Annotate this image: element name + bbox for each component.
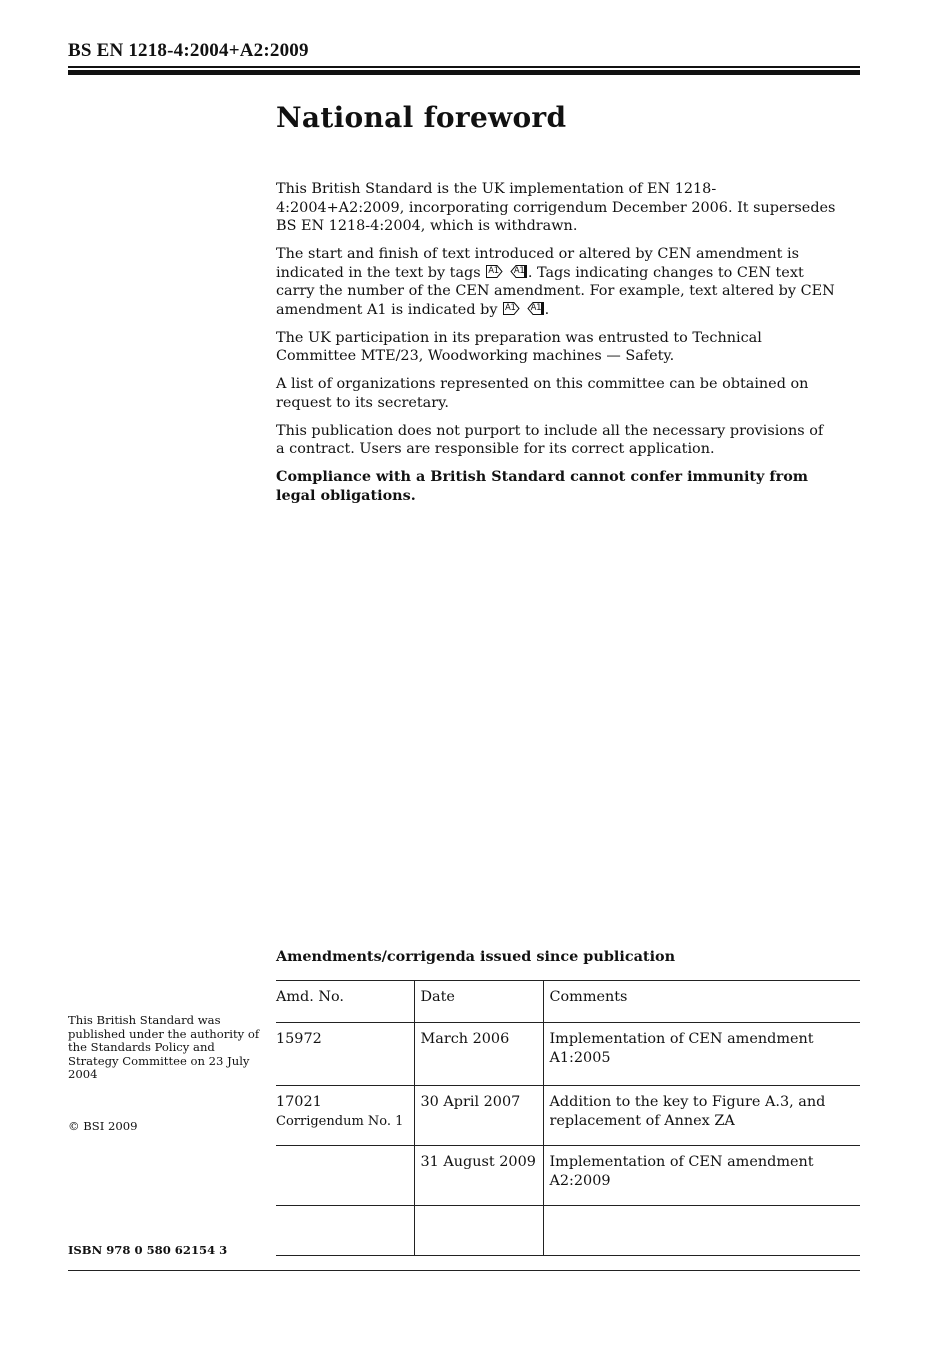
amd-sub-label: Corrigendum No. 1 xyxy=(276,1113,404,1129)
comments-cell: Implementation of CEN amendment A2:2009 xyxy=(543,1146,860,1206)
comments-cell xyxy=(543,1206,860,1256)
paragraph-organizations: A list of organizations represented on this committee can be obtained on request to its secretary. xyxy=(276,376,809,411)
table-header-row xyxy=(276,981,860,1023)
header-rule-thick xyxy=(68,70,860,75)
amd-no: 15972 xyxy=(276,1031,322,1047)
amendments-heading: Amendments/corrigenda issued since publication xyxy=(276,948,676,965)
column-header-date: Date xyxy=(414,981,543,1023)
date-cell: 30 April 2007 xyxy=(414,1086,543,1146)
table-row xyxy=(276,1023,860,1086)
example-open-tag-icon xyxy=(503,302,520,315)
date-cell: 31 August 2009 xyxy=(414,1146,543,1206)
table-row xyxy=(276,1146,860,1206)
example-close-tag-icon xyxy=(527,302,544,315)
example-open-tag-label: A1 xyxy=(505,302,516,313)
amendments-table xyxy=(276,980,860,1256)
close-tag-label: A1 xyxy=(513,265,525,276)
copyright-notice: © BSI 2009 xyxy=(68,1119,138,1133)
header-rule-thin xyxy=(68,66,860,68)
amendment-close-tag-icon xyxy=(510,265,527,278)
amendment-open-tag-icon xyxy=(486,265,503,278)
amd-no-cell xyxy=(276,1146,414,1206)
column-header-comments: Comments xyxy=(543,981,860,1023)
example-close-tag-label: A1 xyxy=(530,302,542,313)
table-row xyxy=(276,1086,860,1146)
table-row-empty xyxy=(276,1206,860,1256)
comments-cell: Implementation of CEN amendment A1:2005 xyxy=(543,1023,860,1086)
foreword-body xyxy=(276,180,836,515)
paragraph-compliance: Compliance with a British Standard cannot confer immunity from legal obligations. xyxy=(276,468,809,504)
isbn-number: ISBN 978 0 580 62154 3 xyxy=(68,1243,228,1257)
amd-no: 17021 xyxy=(276,1094,322,1110)
footer-rule xyxy=(68,1270,860,1271)
amd-no-cell xyxy=(276,1206,414,1256)
amd-no-cell xyxy=(276,1086,414,1146)
date-cell: March 2006 xyxy=(414,1023,543,1086)
paragraph-contract: This publication does not purport to include all the necessary provisions of a contract. Users are responsible for its correct application. xyxy=(276,422,824,457)
paragraph-committee: The UK participation in its preparation was entrusted to Technical Committee MTE/23, Woodworking machines — Safety. xyxy=(276,329,762,364)
publication-note: This British Standard was published under the authority of the Standards Policy and Strategy Committee on 23 July 2004 xyxy=(68,1013,260,1081)
document-code: BS EN 1218-4:2004+A2:2009 xyxy=(68,40,309,61)
amd-no-cell xyxy=(276,1023,414,1086)
tags-text-end: . xyxy=(544,301,550,318)
tags-text-start: The start and finish of text introduced or altered by CEN amendment is indicated in the text by tags xyxy=(276,246,800,281)
comments-cell: Addition to the key to Figure A.3, and replacement of Annex ZA xyxy=(543,1086,860,1146)
paragraph-amendment-tags xyxy=(276,245,836,319)
page-title: National foreword xyxy=(276,101,567,134)
date-cell xyxy=(414,1206,543,1256)
paragraph-implementation: This British Standard is the UK implementation of EN 1218-4:2004+A2:2009, incorporating corrigendum December 2006. It supersedes BS EN 1218-4:2004, which is withdrawn. xyxy=(276,181,836,234)
tags-text-middle: . Tags indicating changes to CEN text carry the number of the CEN amendment. For example, text altered by CEN amendment A1 is indicated by xyxy=(276,264,835,318)
column-header-amd-no: Amd. No. xyxy=(276,981,414,1023)
open-tag-label: A1 xyxy=(488,265,499,276)
